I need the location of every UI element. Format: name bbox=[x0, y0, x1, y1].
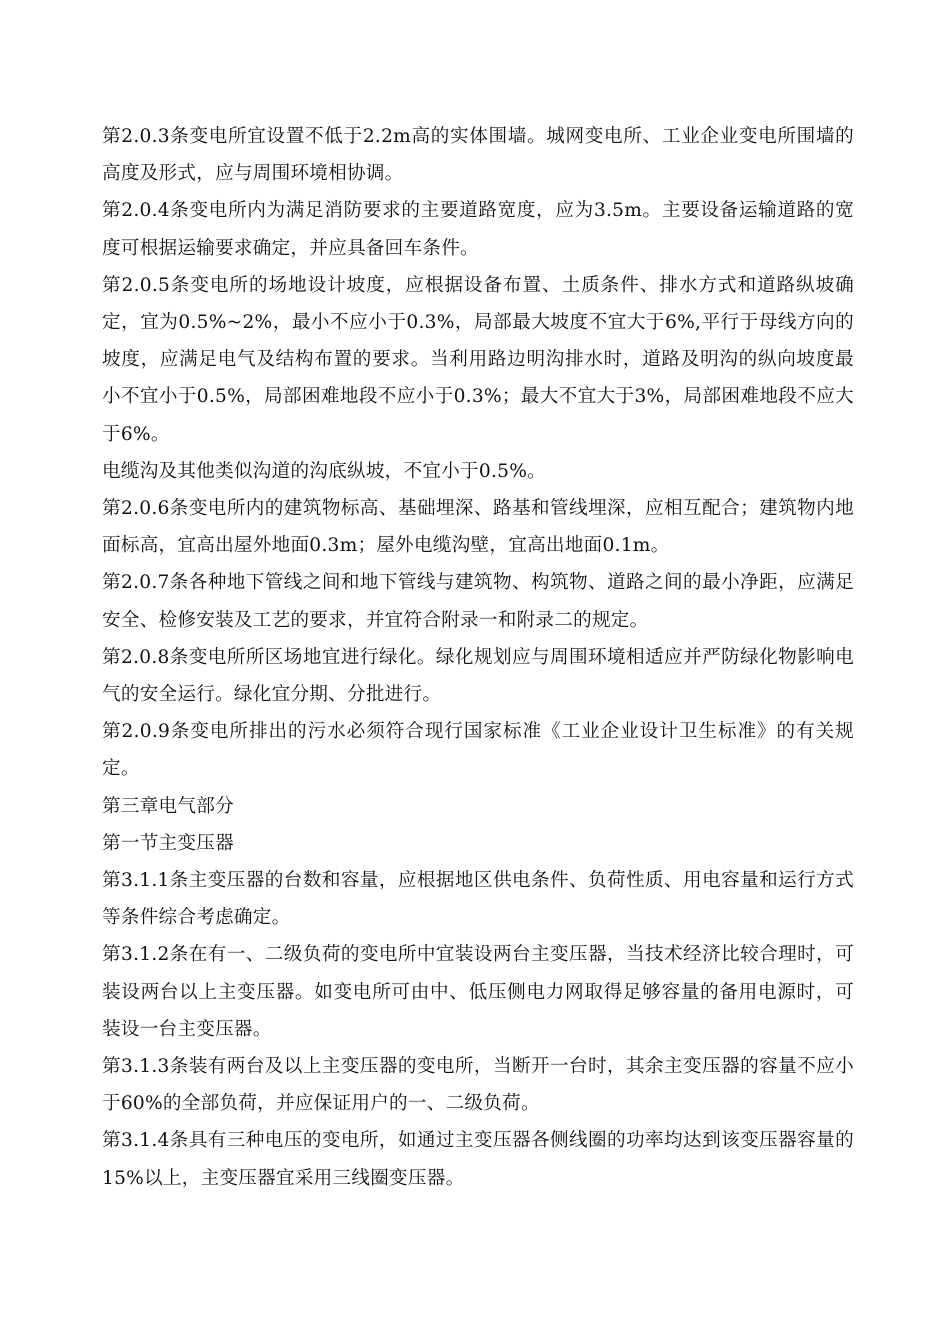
clause-2-0-8: 第2.0.8条变电所所区场地宜进行绿化。绿化规划应与周围环境相适应并严防绿化物影响电气的安全运行。绿化宜分期、分批进行。 bbox=[102, 646, 854, 706]
clause-3-1-3: 第3.1.3条装有两台及以上主变压器的变电所，当断开一台时，其余主变压器的容量不应小于60%的全部负荷，并应保证用户的一、二级负荷。 bbox=[102, 1056, 854, 1115]
section-1-title: 第一节主变压器 bbox=[102, 832, 234, 854]
clause-2-0-6: 第2.0.6条变电所内的建筑物标高、基础埋深、路基和管线埋深，应相互配合；建筑物内地面标高，宜高出屋外地面0.3m；屋外电缆沟壁，宜高出地面0.1m。 bbox=[102, 498, 854, 557]
chapter-3-title: 第三章电气部分 bbox=[102, 795, 234, 817]
clause-3-1-4: 第3.1.4条具有三种电压的变电所，如通过主变压器各侧线圈的功率均达到该变压器容量的15%以上，主变压器宜采用三线圈变压器。 bbox=[102, 1130, 854, 1189]
clause-2-0-5: 第2.0.5条变电所的场地设计坡度，应根据设备布置、土质条件、排水方式和道路纵坡确定，宜为0.5%~2%，最小不应小于0.3%，局部最大坡度不宜大于6%,平行于母线方向的坡度，应满足电气及结构布置的要求。当利用路边明沟排水时，道路及明沟的纵向坡度最小不宜小于0.5%，局部困难地段不应小于0.3%；最大不宜大于3%，局部困难地段不应大于6%。 bbox=[102, 274, 854, 445]
clause-3-1-1: 第3.1.1条主变压器的台数和容量，应根据地区供电条件、负荷性质、用电容量和运行方式等条件综合考虑确定。 bbox=[102, 870, 854, 929]
cable-trench-slope: 电缆沟及其他类似沟道的沟底纵坡，不宜小于0.5%。 bbox=[102, 460, 546, 482]
clause-3-1-2: 第3.1.2条在有一、二级负荷的变电所中宜装设两台主变压器，当技术经济比较合理时，可装设两台以上主变压器。如变电所可由中、低压侧电力网取得足够容量的备用电源时，可装设一台主变压器。 bbox=[102, 944, 854, 1040]
clause-2-0-9: 第2.0.9条变电所排出的污水必须符合现行国家标准《工业企业设计卫生标准》的有关规定。 bbox=[102, 721, 854, 780]
clause-2-0-3: 第2.0.3条变电所宜设置不低于2.2m高的实体围墙。城网变电所、工业企业变电所围墙的高度及形式，应与周围环境相协调。 bbox=[102, 126, 854, 185]
clause-2-0-7: 第2.0.7条各种地下管线之间和地下管线与建筑物、构筑物、道路之间的最小净距，应满足安全、检修安装及工艺的要求，并宜符合附录一和附录二的规定。 bbox=[102, 572, 854, 631]
clause-2-0-4: 第2.0.4条变电所内为满足消防要求的主要道路宽度，应为3.5m。主要设备运输道路的宽度可根据运输要求确定，并应具备回车条件。 bbox=[102, 200, 854, 259]
document-body bbox=[102, 118, 854, 1197]
